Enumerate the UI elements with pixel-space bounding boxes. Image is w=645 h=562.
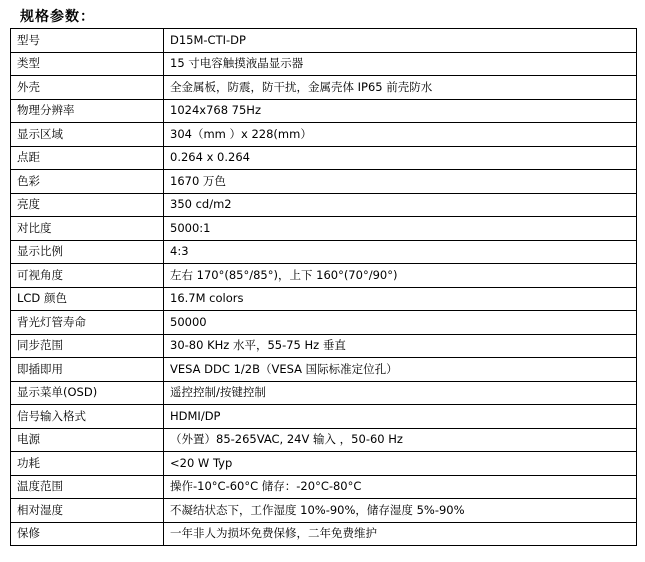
- table-row: [11, 76, 637, 100]
- table-row: [11, 522, 637, 546]
- spec-value: VESA DDC 1/2B（VESA 国际标准定位孔）: [164, 358, 637, 382]
- table-row: [11, 193, 637, 217]
- table-row: [11, 358, 637, 382]
- spec-label: 亮度: [11, 193, 164, 217]
- spec-value: 操作-10°C-60°C 储存：-20°C-80°C: [164, 475, 637, 499]
- spec-value: 不凝结状态下，工作湿度 10%-90%，储存湿度 5%-90%: [164, 499, 637, 523]
- spec-value: 5000:1: [164, 217, 637, 241]
- table-row: [11, 170, 637, 194]
- table-row: [11, 499, 637, 523]
- spec-label: 物理分辨率: [11, 99, 164, 123]
- spec-label: 背光灯管寿命: [11, 311, 164, 335]
- table-row: [11, 287, 637, 311]
- spec-value: 全金属板，防震，防干扰，金属壳体 IP65 前壳防水: [164, 76, 637, 100]
- spec-label: 功耗: [11, 452, 164, 476]
- spec-value: 304（mm ）x 228(mm）: [164, 123, 637, 147]
- table-row: [11, 405, 637, 429]
- spec-table: [10, 28, 637, 546]
- spec-label: 类型: [11, 52, 164, 76]
- spec-value: 1024x768 75Hz: [164, 99, 637, 123]
- spec-label: 显示区域: [11, 123, 164, 147]
- table-row: [11, 29, 637, 53]
- table-row: [11, 217, 637, 241]
- spec-label: 信号输入格式: [11, 405, 164, 429]
- spec-label: 显示比例: [11, 240, 164, 264]
- spec-value: 50000: [164, 311, 637, 335]
- spec-label: 相对湿度: [11, 499, 164, 523]
- table-row: [11, 123, 637, 147]
- spec-value: 15 寸电容触摸液晶显示器: [164, 52, 637, 76]
- spec-label: 同步范围: [11, 334, 164, 358]
- spec-value: 左右 170°(85°/85°)，上下 160°(70°/90°): [164, 264, 637, 288]
- page-title: 规格参数：: [20, 9, 95, 25]
- spec-value: 遥控控制/按键控制: [164, 381, 637, 405]
- spec-value: 4:3: [164, 240, 637, 264]
- table-row: [11, 146, 637, 170]
- spec-label: 外壳: [11, 76, 164, 100]
- spec-value: 1670 万色: [164, 170, 637, 194]
- spec-value: 30-80 KHz 水平，55-75 Hz 垂直: [164, 334, 637, 358]
- table-row: [11, 428, 637, 452]
- spec-label: 即插即用: [11, 358, 164, 382]
- spec-label: 型号: [11, 29, 164, 53]
- table-row: [11, 475, 637, 499]
- spec-value: HDMI/DP: [164, 405, 637, 429]
- spec-label: 色彩: [11, 170, 164, 194]
- spec-value: 0.264 x 0.264: [164, 146, 637, 170]
- spec-value: 350 cd/m2: [164, 193, 637, 217]
- spec-value: 一年非人为损坏免费保修，二年免费维护: [164, 522, 637, 546]
- table-row: [11, 381, 637, 405]
- spec-label: 可视角度: [11, 264, 164, 288]
- spec-value: 16.7M colors: [164, 287, 637, 311]
- table-row: [11, 264, 637, 288]
- spec-label: 保修: [11, 522, 164, 546]
- spec-label: 点距: [11, 146, 164, 170]
- table-row: [11, 311, 637, 335]
- table-row: [11, 52, 637, 76]
- spec-label: 电源: [11, 428, 164, 452]
- table-row: [11, 334, 637, 358]
- table-row: [11, 99, 637, 123]
- table-row: [11, 240, 637, 264]
- table-row: [11, 452, 637, 476]
- spec-label: 对比度: [11, 217, 164, 241]
- spec-table-body: [11, 29, 637, 546]
- spec-label: 温度范围: [11, 475, 164, 499]
- spec-value: D15M-CTI-DP: [164, 29, 637, 53]
- spec-label: LCD 颜色: [11, 287, 164, 311]
- spec-value: <20 W Typ: [164, 452, 637, 476]
- spec-value: （外置）85-265VAC, 24V 输入 ，50-60 Hz: [164, 428, 637, 452]
- spec-label: 显示菜单(OSD): [11, 381, 164, 405]
